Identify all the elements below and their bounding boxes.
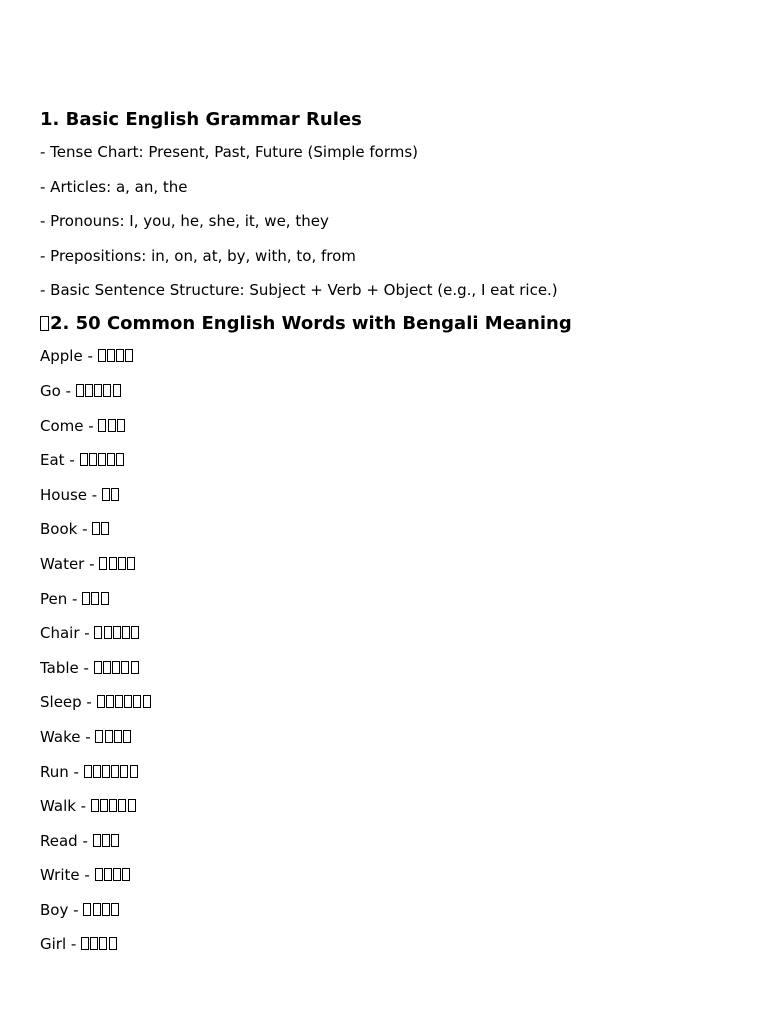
grammar-rule-item: - Articles: a, an, the bbox=[40, 177, 188, 196]
missing-glyph-icon bbox=[118, 799, 126, 812]
missing-glyph-icon bbox=[131, 661, 139, 674]
missing-glyph-icon bbox=[83, 903, 91, 916]
english-word: Wake - bbox=[40, 727, 91, 746]
section-2-heading bbox=[40, 312, 740, 336]
missing-glyph-icon bbox=[100, 799, 108, 812]
missing-glyph-icon bbox=[130, 765, 138, 778]
missing-glyph-icon bbox=[127, 557, 135, 570]
missing-glyph-icon bbox=[101, 592, 109, 605]
bengali-meaning-missing-glyphs bbox=[99, 555, 136, 573]
word-list bbox=[40, 346, 740, 954]
missing-glyph-icon bbox=[111, 765, 119, 778]
english-word: Write - bbox=[40, 866, 90, 885]
missing-glyph-icon bbox=[92, 522, 100, 535]
word-list-item bbox=[40, 762, 740, 782]
bengali-meaning-missing-glyphs bbox=[97, 693, 152, 711]
missing-glyph-icon bbox=[124, 695, 132, 708]
missing-glyph-icon bbox=[104, 868, 112, 881]
missing-glyph-icon bbox=[123, 730, 131, 743]
missing-glyph-icon bbox=[122, 868, 130, 881]
bengali-meaning-missing-glyphs bbox=[82, 590, 110, 608]
bengali-meaning-missing-glyphs bbox=[81, 935, 118, 953]
bengali-meaning-missing-glyphs bbox=[80, 451, 126, 469]
missing-glyph-icon bbox=[120, 765, 128, 778]
missing-glyph-icon bbox=[99, 557, 107, 570]
english-word: Girl - bbox=[40, 935, 77, 954]
english-word: Come - bbox=[40, 416, 94, 435]
bengali-meaning-missing-glyphs bbox=[102, 486, 120, 504]
missing-glyph-icon bbox=[101, 522, 109, 535]
word-list-item bbox=[40, 485, 740, 505]
bengali-meaning-missing-glyphs bbox=[98, 417, 126, 435]
missing-glyph-icon bbox=[95, 730, 103, 743]
english-word: Go - bbox=[40, 381, 71, 400]
bengali-meaning-missing-glyphs bbox=[76, 382, 122, 400]
missing-glyph-icon bbox=[40, 316, 49, 331]
word-list-item bbox=[40, 658, 740, 678]
word-list-item bbox=[40, 346, 740, 366]
missing-glyph-icon bbox=[105, 730, 113, 743]
missing-glyph-icon bbox=[106, 695, 114, 708]
missing-glyph-icon bbox=[102, 765, 110, 778]
english-word: Run - bbox=[40, 762, 79, 781]
missing-glyph-icon bbox=[95, 868, 103, 881]
missing-glyph-icon bbox=[98, 419, 106, 432]
missing-glyph-icon bbox=[102, 488, 110, 501]
english-word: House - bbox=[40, 485, 98, 504]
missing-glyph-icon bbox=[94, 626, 102, 639]
bengali-meaning-missing-glyphs bbox=[83, 901, 120, 919]
word-list-item bbox=[40, 900, 740, 920]
missing-glyph-icon bbox=[99, 937, 107, 950]
word-list-item bbox=[40, 554, 740, 574]
missing-glyph-icon bbox=[82, 592, 90, 605]
missing-glyph-icon bbox=[89, 453, 97, 466]
english-word: Book - bbox=[40, 520, 88, 539]
missing-glyph-icon bbox=[107, 453, 115, 466]
missing-glyph-icon bbox=[80, 453, 88, 466]
english-word: Sleep - bbox=[40, 693, 92, 712]
grammar-rule-item: - Basic Sentence Structure: Subject + Verb + Object (e.g., I eat rice.) bbox=[40, 281, 558, 300]
missing-glyph-icon bbox=[94, 384, 102, 397]
bengali-meaning-missing-glyphs bbox=[91, 797, 137, 815]
word-list-item bbox=[40, 623, 740, 643]
word-list-item bbox=[40, 416, 740, 436]
missing-glyph-icon bbox=[91, 799, 99, 812]
missing-glyph-icon bbox=[113, 384, 121, 397]
english-word: Read - bbox=[40, 831, 88, 850]
missing-glyph-icon bbox=[112, 661, 120, 674]
missing-glyph-icon bbox=[93, 765, 101, 778]
missing-glyph-icon bbox=[113, 626, 121, 639]
english-word: Apple - bbox=[40, 347, 93, 366]
grammar-rule-item: - Tense Chart: Present, Past, Future (Simple forms) bbox=[40, 143, 419, 161]
english-word: Boy - bbox=[40, 900, 79, 919]
english-word: Water - bbox=[40, 554, 95, 573]
missing-glyph-icon bbox=[115, 695, 123, 708]
bengali-meaning-missing-glyphs bbox=[94, 624, 140, 642]
missing-glyph-icon bbox=[133, 695, 141, 708]
bengali-meaning-missing-glyphs bbox=[92, 520, 110, 538]
missing-glyph-icon bbox=[93, 903, 101, 916]
bengali-meaning-missing-glyphs bbox=[95, 728, 132, 746]
word-list-item bbox=[40, 692, 740, 712]
missing-glyph-icon bbox=[108, 419, 116, 432]
word-list-item bbox=[40, 450, 740, 470]
document-page bbox=[40, 108, 740, 954]
missing-glyph-icon bbox=[109, 937, 117, 950]
grammar-rule-item: - Prepositions: in, on, at, by, with, to, from bbox=[40, 246, 356, 265]
section-2-title: 2. 50 Common English Words with Bengali Meaning bbox=[50, 313, 572, 335]
bengali-meaning-missing-glyphs bbox=[94, 659, 140, 677]
missing-glyph-icon bbox=[113, 868, 121, 881]
grammar-rules-list bbox=[40, 142, 740, 300]
missing-glyph-icon bbox=[104, 626, 112, 639]
missing-glyph-icon bbox=[107, 349, 115, 362]
missing-glyph-icon bbox=[128, 799, 136, 812]
bengali-meaning-missing-glyphs bbox=[84, 763, 139, 781]
missing-glyph-icon bbox=[84, 765, 92, 778]
word-list-item bbox=[40, 381, 740, 401]
missing-glyph-icon bbox=[98, 349, 106, 362]
english-word: Chair - bbox=[40, 624, 90, 643]
missing-glyph-icon bbox=[116, 349, 124, 362]
missing-glyph-icon bbox=[81, 937, 89, 950]
word-list-item bbox=[40, 727, 740, 747]
missing-glyph-icon bbox=[117, 419, 125, 432]
word-list-item bbox=[40, 796, 740, 816]
word-list-item bbox=[40, 831, 740, 851]
missing-glyph-icon bbox=[143, 695, 151, 708]
missing-glyph-icon bbox=[131, 626, 139, 639]
section-1-heading: 1. Basic English Grammar Rules bbox=[40, 109, 362, 130]
word-list-item bbox=[40, 519, 740, 539]
missing-glyph-icon bbox=[98, 453, 106, 466]
missing-glyph-icon bbox=[111, 903, 119, 916]
word-list-item bbox=[40, 865, 740, 885]
word-list-item bbox=[40, 589, 740, 609]
english-word: Pen - bbox=[40, 589, 78, 608]
missing-glyph-icon bbox=[91, 592, 99, 605]
bengali-meaning-missing-glyphs bbox=[98, 347, 135, 365]
missing-glyph-icon bbox=[103, 384, 111, 397]
english-word: Eat - bbox=[40, 451, 75, 470]
missing-glyph-icon bbox=[94, 661, 102, 674]
missing-glyph-icon bbox=[97, 695, 105, 708]
missing-glyph-icon bbox=[93, 834, 101, 847]
bengali-meaning-missing-glyphs bbox=[93, 832, 121, 850]
missing-glyph-icon bbox=[90, 937, 98, 950]
missing-glyph-icon bbox=[85, 384, 93, 397]
missing-glyph-icon bbox=[102, 834, 110, 847]
missing-glyph-icon bbox=[116, 453, 124, 466]
english-word: Walk - bbox=[40, 797, 87, 816]
missing-glyph-icon bbox=[109, 557, 117, 570]
word-list-item bbox=[40, 934, 740, 954]
bengali-meaning-missing-glyphs bbox=[95, 866, 132, 884]
missing-glyph-icon bbox=[103, 661, 111, 674]
missing-glyph-icon bbox=[114, 730, 122, 743]
missing-glyph-icon bbox=[109, 799, 117, 812]
grammar-rule-item: - Pronouns: I, you, he, she, it, we, they bbox=[40, 212, 329, 231]
missing-glyph-icon bbox=[118, 557, 126, 570]
missing-glyph-icon bbox=[111, 834, 119, 847]
missing-glyph-icon bbox=[76, 384, 84, 397]
missing-glyph-icon bbox=[122, 626, 130, 639]
missing-glyph-icon bbox=[125, 349, 133, 362]
missing-glyph-icon bbox=[111, 488, 119, 501]
missing-glyph-icon bbox=[102, 903, 110, 916]
english-word: Table - bbox=[40, 658, 89, 677]
missing-glyph-icon bbox=[121, 661, 129, 674]
